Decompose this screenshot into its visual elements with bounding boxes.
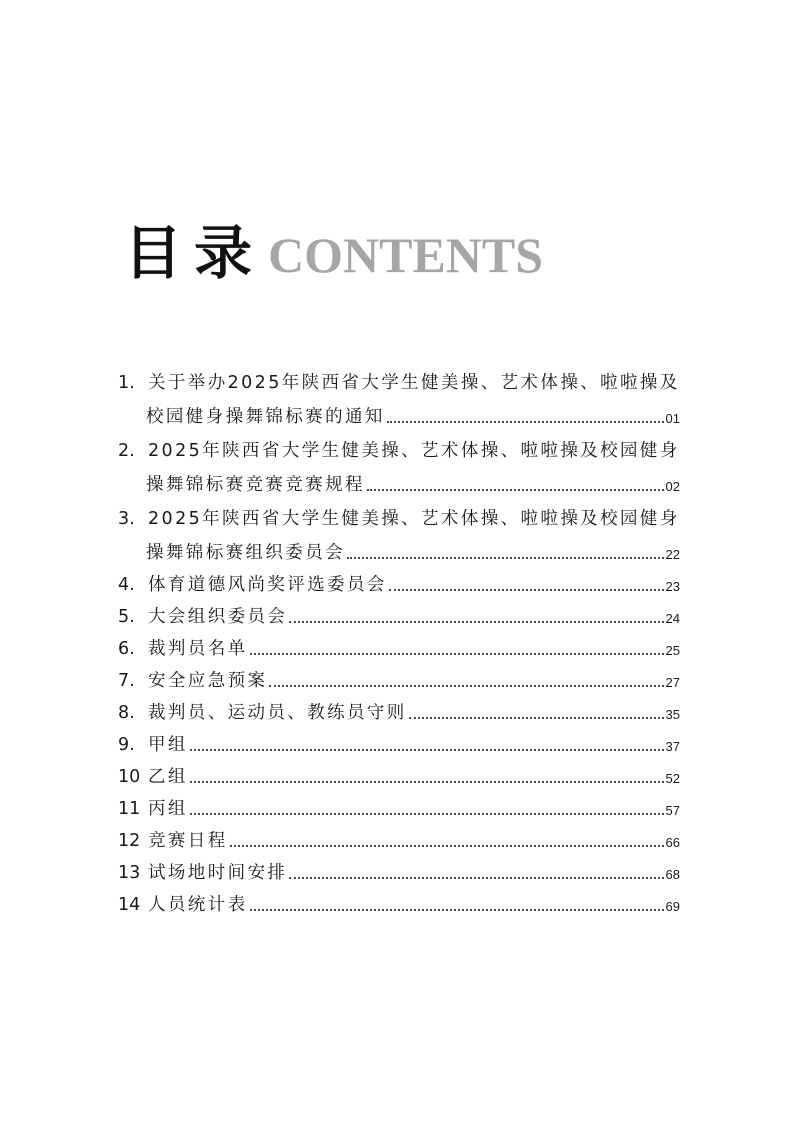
toc-entry-10[interactable]: [118, 756, 680, 788]
toc-entry-3-continuation[interactable]: [118, 530, 680, 564]
contents-heading: [124, 214, 544, 287]
toc-entry-title: 2025年陕西省大学生健美操、艺术体操、啦啦操及校园健身: [148, 441, 680, 461]
dot-leader: [190, 812, 664, 815]
dot-leader: [289, 876, 663, 879]
toc-page-number: 68: [665, 867, 680, 882]
dot-leader: [269, 684, 663, 687]
toc-entry-9[interactable]: [118, 724, 680, 756]
toc-entry-number: 4.: [118, 575, 135, 595]
dot-leader: [250, 652, 664, 655]
toc-entry-number: 10: [118, 767, 141, 787]
toc-page-number: 57: [665, 803, 680, 818]
toc-entry-title: 丙组: [148, 799, 188, 819]
toc-entry-number: 9.: [118, 735, 135, 755]
toc-entry-1-continuation[interactable]: [118, 394, 680, 428]
toc-entry-number: 11: [118, 799, 141, 819]
toc-entry-title-cont: 校园健身操舞锦标赛的通知: [146, 407, 385, 427]
toc-entry-6[interactable]: [118, 628, 680, 660]
toc-entry-4[interactable]: [118, 564, 680, 596]
dot-leader: [367, 488, 664, 491]
toc-page-number: 69: [665, 899, 680, 914]
toc-page-number: 52: [665, 771, 680, 786]
toc-entry-title: 试场地时间安排: [148, 863, 288, 883]
toc-entry-14[interactable]: [118, 884, 680, 916]
toc-entry-title: 2025年陕西省大学生健美操、艺术体操、啦啦操及校园健身: [148, 509, 680, 529]
dot-leader: [389, 588, 664, 591]
dot-leader: [289, 620, 663, 623]
toc-entry-title: 安全应急预案: [148, 671, 268, 691]
toc-entry-number: 3.: [118, 509, 135, 529]
toc-entry-13[interactable]: [118, 852, 680, 884]
toc-entry-2-continuation[interactable]: [118, 462, 680, 496]
toc-entry-7[interactable]: [118, 660, 680, 692]
toc-entry-3[interactable]: [118, 496, 680, 530]
toc-entry-number: 7.: [118, 671, 135, 691]
toc-page-number: 22: [665, 547, 680, 562]
toc-entry-number: 2.: [118, 441, 135, 461]
toc-page-number: 02: [665, 479, 680, 494]
toc-entry-title: 关于举办2025年陕西省大学生健美操、艺术体操、啦啦操及: [148, 373, 680, 393]
toc-entry-number: 8.: [118, 703, 135, 723]
dot-leader: [190, 780, 664, 783]
toc-entry-5[interactable]: [118, 596, 680, 628]
heading-english: CONTENTS: [268, 227, 544, 283]
dot-leader: [347, 556, 664, 559]
dot-leader: [230, 844, 664, 847]
toc-entry-title: 裁判员名单: [148, 639, 248, 659]
toc-page-number: 66: [665, 835, 680, 850]
toc-entry-1[interactable]: [118, 360, 680, 394]
dot-leader: [250, 908, 664, 911]
toc-entry-number: 5.: [118, 607, 135, 627]
dot-leader: [387, 420, 664, 423]
toc-entry-11[interactable]: [118, 788, 680, 820]
toc-entry-12[interactable]: [118, 820, 680, 852]
toc-page-number: 24: [665, 611, 680, 626]
toc-entry-number: 12: [118, 831, 141, 851]
dot-leader: [190, 748, 664, 751]
toc-page-number: 37: [665, 739, 680, 754]
toc-entry-number: 13: [118, 863, 141, 883]
toc-entry-2[interactable]: [118, 428, 680, 462]
toc-entry-title: 裁判员、运动员、教练员守则: [148, 703, 407, 723]
toc-entry-title: 竞赛日程: [148, 831, 228, 851]
table-of-contents: [118, 360, 680, 916]
toc-entry-title: 体育道德风尚奖评选委员会: [148, 575, 387, 595]
toc-entry-title: 人员统计表: [148, 895, 248, 915]
toc-page-number: 25: [665, 643, 680, 658]
toc-page-number: 35: [665, 707, 680, 722]
heading-chinese: 目录: [124, 219, 265, 287]
toc-entry-title-cont: 操舞锦标赛竞赛竞赛规程: [146, 475, 365, 495]
toc-page-number: 01: [665, 411, 680, 426]
toc-entry-number: 1.: [118, 373, 135, 393]
toc-entry-8[interactable]: [118, 692, 680, 724]
toc-page-number: 23: [665, 579, 680, 594]
toc-entry-number: 14: [118, 895, 141, 915]
dot-leader: [409, 716, 664, 719]
toc-entry-number: 6.: [118, 639, 135, 659]
toc-entry-title: 大会组织委员会: [148, 607, 288, 627]
toc-page-number: 27: [665, 675, 680, 690]
toc-entry-title: 甲组: [148, 735, 188, 755]
toc-entry-title-cont: 操舞锦标赛组织委员会: [146, 543, 345, 563]
toc-entry-title: 乙组: [148, 767, 188, 787]
